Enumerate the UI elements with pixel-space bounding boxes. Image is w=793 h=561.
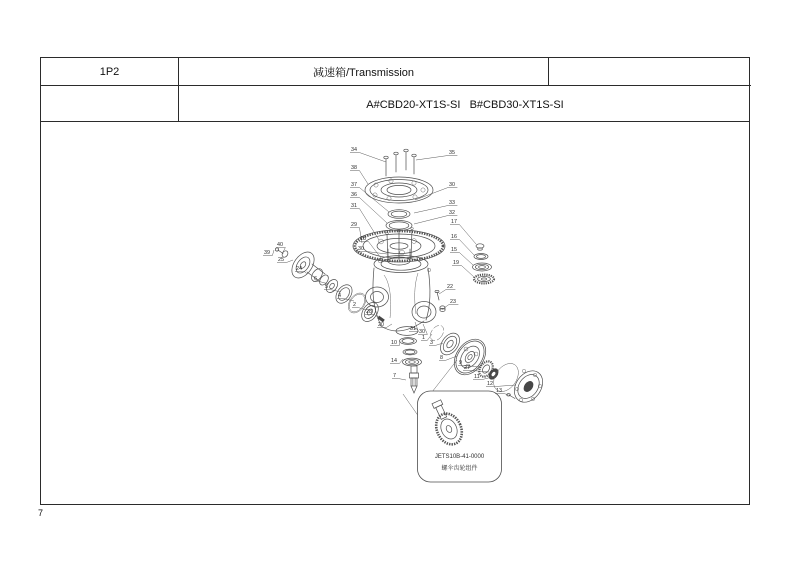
part-number-label: 33 xyxy=(449,200,455,206)
label-leader-line xyxy=(272,250,274,256)
header-table xyxy=(40,57,750,122)
part-number-label: 25 xyxy=(278,257,284,263)
part-number-label: 1 xyxy=(422,335,425,341)
section-title-cell: 减速箱/Transmission xyxy=(179,58,549,86)
part-number-label: 27 xyxy=(464,365,470,371)
part-number-label: 3 xyxy=(430,340,433,346)
label-leader-line xyxy=(415,188,448,201)
header-empty-cell-2 xyxy=(41,86,179,123)
part-number-label: 16 xyxy=(451,234,457,240)
part-number-label: 37 xyxy=(351,182,357,188)
label-leader-line xyxy=(416,156,448,161)
gearbox-housing xyxy=(366,228,437,336)
part-number-label: 39 xyxy=(264,250,270,256)
part-number-label: 11 xyxy=(474,374,480,380)
part-number-label: 30 xyxy=(449,182,455,188)
label-leader-line xyxy=(359,153,386,163)
part-number-label: 31 xyxy=(410,326,416,332)
label-leader-line xyxy=(359,171,368,185)
part-number-label: 7 xyxy=(393,373,396,379)
part-number-label: 24 xyxy=(296,266,302,272)
label-leader-line xyxy=(459,225,476,245)
part-number-label: 5 xyxy=(325,284,328,290)
part-number-label: 40 xyxy=(277,242,283,248)
part-number-label: 20 xyxy=(378,322,384,328)
part-number-label: 23 xyxy=(450,299,456,305)
part-number-label: 13 xyxy=(496,388,502,394)
part-number-label: 34 xyxy=(351,147,357,153)
page-code-cell: 1P2 xyxy=(41,58,179,86)
part-number-label: 31 xyxy=(351,203,357,209)
label-leader-line xyxy=(461,266,474,278)
part-number-label: 22 xyxy=(447,284,453,290)
part-number-label: 4 xyxy=(338,293,341,299)
label-leader-line xyxy=(459,253,473,266)
part-number-label: 10 xyxy=(391,340,397,346)
part-number-label: 6 xyxy=(314,276,317,282)
part-number-label: 18 xyxy=(360,236,366,242)
label-leader-line xyxy=(439,290,446,295)
part-number-label: 28 xyxy=(366,309,372,315)
header-empty-cell xyxy=(549,58,751,86)
label-leader-line xyxy=(386,324,392,328)
label-leader-line xyxy=(435,343,443,346)
label-leader-line xyxy=(398,379,406,381)
part-number-label: 36 xyxy=(351,192,357,198)
label-leader-line xyxy=(445,356,457,361)
label-leader-line xyxy=(359,188,389,213)
page-number: 7 xyxy=(38,508,44,518)
label-leader-line xyxy=(330,290,341,293)
label-leader-line xyxy=(414,216,448,225)
part-number-label: 12 xyxy=(487,381,493,387)
label-leader-line xyxy=(286,260,293,263)
top-cover-assembly xyxy=(365,149,433,230)
part-number-label: 2 xyxy=(353,302,356,308)
part-number-label: 14 xyxy=(391,358,397,364)
exploded-view-diagram xyxy=(40,121,750,505)
part-number-label: 30 xyxy=(419,329,425,335)
part-number-label: 19 xyxy=(453,260,459,266)
part-number-label: 17 xyxy=(451,219,457,225)
label-leader-line xyxy=(304,272,307,275)
part-number-label: 8 xyxy=(440,355,443,361)
inset-part-number: JETS10B-41-0000 xyxy=(434,454,485,460)
part-number-label: 32 xyxy=(449,210,455,216)
part-number-label: 29 xyxy=(351,222,357,228)
part-number-label: 15 xyxy=(451,247,457,253)
part-number-label: 30 xyxy=(358,246,364,252)
label-leader-line xyxy=(459,240,474,256)
part-number-label: 9 xyxy=(459,360,462,366)
label-leader-line xyxy=(414,206,448,214)
pinion-shaft-parts xyxy=(400,338,422,393)
inset-part-name: 螺伞齿轮组件 xyxy=(441,466,478,472)
model-codes-cell: A#CBD20-XT1S-SI B#CBD30-XT1S-SI xyxy=(366,98,564,111)
small-gear-stack xyxy=(473,244,495,284)
part-number-label: 38 xyxy=(351,165,357,171)
part-number-label: 35 xyxy=(449,150,455,156)
